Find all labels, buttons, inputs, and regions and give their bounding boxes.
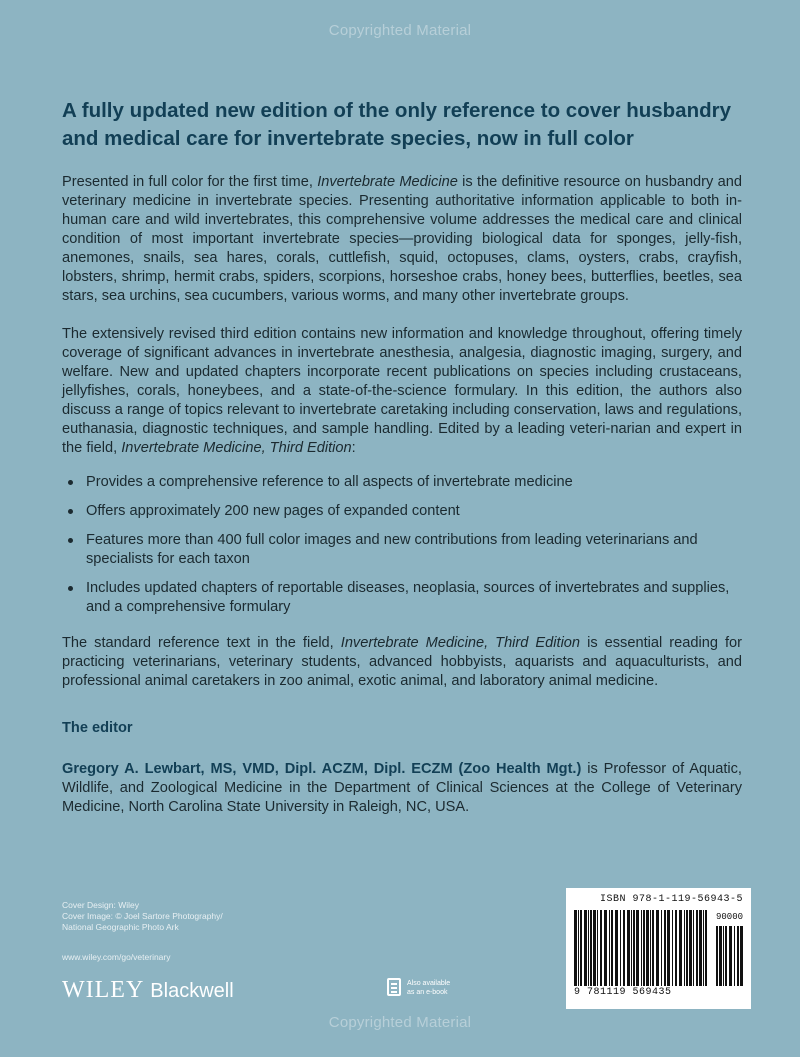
feature-item: Features more than 400 full color images and new contributions from leading veterinarians and specialists for each taxon <box>86 531 742 569</box>
barcode-icon <box>574 910 709 986</box>
barcode-number: 9 781119 569435 <box>574 987 672 998</box>
description-paragraph-3: The standard reference text in the field, Invertebrate Medicine, Third Edition is essential reading for practicing veterinarians, veterinary students, advanced hobbyists, aquarists and aquaculturists, and professional animal caretakers in zoo animal, exotic animal, and laboratory animal medicine. <box>62 635 742 689</box>
isbn-label: ISBN 978-1-119-56943-5 <box>599 894 743 905</box>
editor-heading: The editor <box>62 720 133 736</box>
back-cover-content <box>62 97 742 817</box>
headline: A fully updated new edition of the only reference to cover husbandry and medical care for invertebrate species, now in full color <box>62 99 732 150</box>
book-title: Invertebrate Medicine, Third Edition <box>121 440 352 456</box>
publisher-url[interactable]: www.wiley.com/go/veterinary <box>62 952 171 962</box>
cover-credits: Cover Design: Wiley Cover Image: © Joel Sartore Photography/ National Geographic Photo Ark <box>62 900 223 932</box>
barcode-addon-icon <box>716 926 744 986</box>
watermark-bottom: Copyrighted Material <box>328 1014 472 1031</box>
feature-list <box>62 473 742 617</box>
watermark-top: Copyrighted Material <box>328 22 472 39</box>
editor-bio: Gregory A. Lewbart, MS, VMD, Dipl. ACZM, Dipl. ECZM (Zoo Health Mgt.) is Professor of Aquatic, Wildlife, and Zoological Medicine in the Department of Clinical Sciences at the College of Veterinary Medicine, North Carolina State University in Raleigh, NC, USA. <box>62 761 742 815</box>
description-paragraph-2: The extensively revised third edition contains new information and knowledge throughout, offering timely coverage of significant advances in invertebrate anesthesia, analgesia, diagnostic imaging, surgery, and welfare. New and updated chapters incorporate recent publications on species including crustaceans, jellyfishes, corals, honeybees, and a state-of-the-science formulary. In this edition, the authors also discuss a range of topics relevant to invertebrate caretaking including conservation, laws and regulations, euthanasia, diagnostic techniques, and sample handling. Edited by a leading veteri-narian and expert in the field, Invertebrate Medicine, Third Edition: <box>62 326 742 456</box>
barcode-box <box>566 888 751 1009</box>
feature-item: Includes updated chapters of reportable diseases, neoplasia, sources of invertebrates and supplies, and a comprehensive formulary <box>86 579 742 617</box>
feature-item: Provides a comprehensive reference to all aspects of invertebrate medicine <box>86 473 742 492</box>
editor-name: Gregory A. Lewbart, MS, VMD, Dipl. ACZM, Dipl. ECZM (Zoo Health Mgt.) <box>62 761 582 777</box>
book-title: Invertebrate Medicine, Third Edition <box>340 635 581 651</box>
ebook-icon <box>387 978 401 996</box>
feature-item: Offers approximately 200 new pages of expanded content <box>86 502 742 521</box>
description-paragraph-1: Presented in full color for the first time, Invertebrate Medicine is the definitive resource on husbandry and veterinary medicine in invertebrate species. Presenting authoritative information applicable to both in-human care and wild invertebrates, this comprehensive volume addresses the medical care and clinical condition of most important invertebrate species—providing biological data for sponges, jelly-fish, anemones, snails, sea hares, corals, cuttlefish, squid, octopuses, clams, oysters, crabs, crayfish, lobsters, shrimp, hermit crabs, spiders, scorpions, horseshoe crabs, honey bees, butterflies, beetles, sea stars, sea urchins, sea cucumbers, various worms, and many other invertebrate groups. <box>62 174 742 304</box>
ebook-badge: Also available as an e-book <box>387 978 497 1002</box>
wiley-blackwell-logo: WILEY Blackwell <box>62 977 234 1003</box>
barcode-addon: 90000 <box>716 912 744 922</box>
book-title: Invertebrate Medicine <box>317 174 458 190</box>
